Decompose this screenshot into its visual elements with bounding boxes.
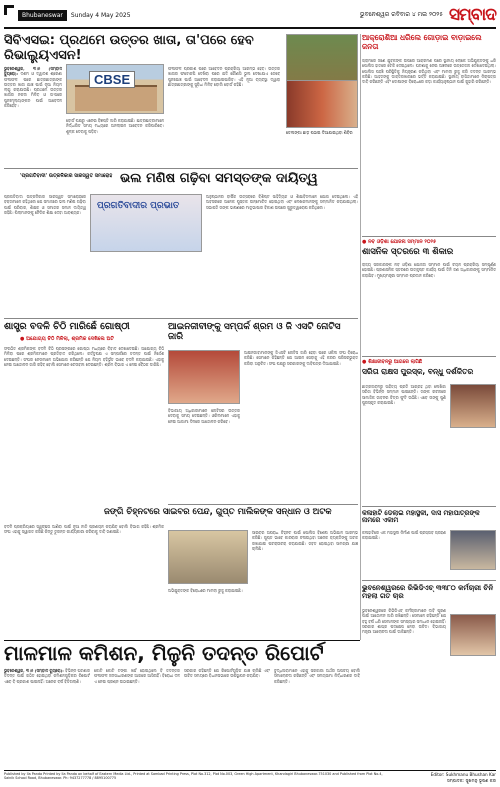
story11-headline: ମାଳମାଳ କମିଶନ, ମିଳୁନି ତଦନ୍ତ ରିପୋର୍ଟ <box>4 641 324 665</box>
story4-headline: ଶାସ୍ତ୍ର ବଦଳି ଚିଠି ମାରିଛେଁ ଗୋଷ୍ଠୀ <box>4 321 130 332</box>
story2-body: ଗ୍ରାମରେ ଜଣେ ଯୁବକଙ୍କ ଉପରେ ଆକ୍ରମଣ ପରେ ସ୍ଥାନୀୟ ଲୋକେ ଅଭିଯୁକ୍ତଙ୍କୁ ଧରି ପୋଲିସ ହାତରେ ଟେକି ଦେଇଥିଲେ। ଘଟଣାକୁ ନେଇ ଅଞ୍ଚଳରେ ଉତ୍ତେଜନା ଦେଖାଦେଇଥିଲା। ପୋଲିସ ପହଞ୍ଚି ପରିସ୍ଥିତିକୁ ନିୟନ୍ତ୍ରଣ କରିଥିଲା ଏବଂ ମାମଲା ରୁଜୁ କରି ତଦନ୍ତ ଆରମ୍ଭ କରିଛି। ଆହତଙ୍କୁ ଡାକ୍ତରଖାନାରେ ଭର୍ତ୍ତି କରାଯାଇଛି। ସ୍ଥାନୀୟ ବାସିନ୍ଦାମାନେ ନିରାପତ୍ତା ଦାବି କରିଛନ୍ତି ଏବଂ ଦୋଷୀଙ୍କ ବିରୋଧରେ କଡ଼ା କାର୍ଯ୍ୟାନୁଷ୍ଠାନ ପାଇଁ ଗୁହାରି କରିଛନ୍ତି। <box>362 58 496 85</box>
story3-headline: ଭଲ ମଣିଷ ଗଢ଼ିବା ସମସ୍ତଙ୍କ ଦାୟିତ୍ୱ <box>120 171 318 186</box>
divider <box>362 356 496 357</box>
editor-name: Editor: Sukhmanu Bhushan Kar <box>430 772 496 777</box>
story4-body-col2: ବଦଳି ପ୍ରକ୍ରିୟାରେ ସ୍ୱଚ୍ଛତା ଆଣିବା ପାଇଁ ନୂଆ ନୀତି ପ୍ରଣୟନ କରାଯିବ ବୋଲି ବିଭାଗ କହିଛି। ଶ୍ରମିକ ସଂଘ ଏହାକୁ ସ୍ୱାଗତ କରିଛି କିନ୍ତୁ ତୁରନ୍ତ କାର୍ଯ୍ୟକାରୀ କରିବାକୁ ଦାବି ଜଣାଇଛି। <box>4 524 164 535</box>
footer-editor <box>388 772 496 783</box>
footer-rule <box>4 770 496 771</box>
story2-headline: ଆକ୍ରୋଶିଆ ଧରିଲେ ଗୋଡ଼ାଇ ବାଡ଼ାଇଲେ ଜନତା <box>362 33 482 51</box>
edition-label: Bhubaneswar <box>18 10 67 21</box>
story3-body-col2: ଅନୁଷ୍ଠାନର ବାର୍ଷିକ ଉତ୍ସବରେ ବିଶିଷ୍ଟ ସାହିତ୍ୟିକ ଓ ଶିକ୍ଷାବିତମାନେ ଯୋଗ ଦେଇଥିଲେ। ଏହି ଅବସରରେ ଅନେକ ପୁସ୍ତକ ଉନ୍ମୋଚିତ ହୋଇଥିଲା ଏବଂ ଲେଖକମାନଙ୍କୁ ସମ୍ମାନିତ କରାଯାଇଥିଲା। ସଭାପତି ତାଙ୍କ ଭାଷଣରେ ମାତୃଭାଷାର ବିକାଶ ଉପରେ ଗୁରୁତ୍ୱାରୋପ କରିଥିଲେ। <box>206 194 358 210</box>
story11-body-col3: ସରକାର କହିଛନ୍ତି ଯେ ରିପୋର୍ଟଗୁଡ଼ିକ ଯାଞ୍ଚ ଚାଲିଛି ଏବଂ ଉଚିତ ସମୟରେ ବିଧାନସଭାରେ ଉପସ୍ଥାପନ କରାଯିବ। <box>184 668 270 679</box>
story7-headline: ଶାସନିକ ସ୍ତରରେ ୩ ଶିକାର <box>362 247 454 257</box>
story4-kicker: ● ଅଯୋଗ୍ୟ ଚିଠି ମିଳିଲା, ଶ୍ରମିକ ଦେଖିଲେ ଅଟି <box>20 336 114 342</box>
story9-headline: କଳାହାଟି ଡେଲାଇ ମହାସ୍ଥଳୀ, ଦାସ ମହାପାତ୍ରଙ୍କ ନାମରେ ଏକାମ <box>362 509 480 525</box>
story8-portrait <box>450 384 496 428</box>
story11-body-col4: ବୁଦ୍ଧିଜୀବୀମାନେ ଏହାକୁ ସରକାରୀ ଅର୍ଥର ଅପଚୟ ବୋଲି ସମାଲୋଚନା କରିଛନ୍ତି ଏବଂ ସମୟସୀମା ନିର୍ଦ୍ଧାରଣର ଦାବି କରିଛନ୍ତି। <box>274 668 360 684</box>
story1-body-col2: ବୋର୍ଡ ପକ୍ଷରୁ ଏନେଇ ବିଜ୍ଞପ୍ତି ଜାରି କରାଯାଇଛି। ଛାତ୍ରଛାତ୍ରୀମାନେ ନିର୍ଦ୍ଧାରିତ ସମୟ ମଧ୍ୟରେ ଅନଲାଇନ ଆବେଦନ କରିପାରିବେ। ଶୁଳ୍କ ଦେବାକୁ ପଡ଼ିବ। <box>66 118 164 134</box>
story3-banner: ପ୍ରଗତିବାଦୀର ପ୍ରଭାତ <box>97 201 180 211</box>
cbse-building-photo <box>66 64 164 114</box>
story10-headline: ଭୁବନେଶ୍ୱରରେ ରିଭିଡିଏଚ୍ ୩୩୮୦ କର୍ମଚାରୀ ଚିନି ମହଲା ଗତ ଚାର <box>362 584 494 601</box>
divider <box>168 504 358 505</box>
newspaper-logo: ସମ୍ବାଦ <box>449 5 496 25</box>
story3-kicker: 'ପ୍ରଗତିବାଦୀ' ଉତ୍କଳିକାର ସାରସ୍ୱତ ସମାରୋହ <box>20 173 113 179</box>
divider <box>362 506 496 507</box>
story5-headline: ଆଇନଜୀବୀଙ୍କୁ ସମ୍ପର୍କ ଶ୍ରମ ଓ ଜି ଏସଟି ନୋଟିସ ଜାରି <box>168 322 341 343</box>
publish-date-odia: ଭୁବନେଶ୍ୱର ରବିବାର ୪ ମଇ ୨୦୨୫ <box>359 11 444 18</box>
story6-body: ସାଇବର ଅପରାଧ ଚିହ୍ନଟ ପାଇଁ ପୋଲିସ ବିଶେଷ ଅଭିଯାନ ଆରମ୍ଭ କରିଛି। ଗୁପ୍ତ ଭାବେ କାରବାର ଚଳାଉଥିବା ଅନେକ ବ୍ୟକ୍ତିଙ୍କୁ ଅଟକ ରଖାଯାଇ ପଚରାଉଚରା କରାଯାଉଛି। ଜବତ ହୋଇଥିବା ସାମଗ୍ରୀ ଯାଞ୍ଚ ଚାଲିଛି। <box>252 530 358 551</box>
story9-body: କଳାହାଟିରେ ଏକ ମହାସ୍ଥଳୀ ନିର୍ମାଣ ପାଇଁ ପ୍ରସ୍ତାବ ଗ୍ରହଣ କରାଯାଇଛି। <box>362 530 446 541</box>
divider <box>362 236 496 237</box>
story1-headline: ସିବିଏସଇ: ପ୍ରଥମେ ଉତ୍ତର ଖାତା, ତା'ପରେ ହେବ ରିଭାଲ୍ୟୁଏସନ! <box>4 33 254 63</box>
story3-event-photo <box>90 194 202 252</box>
publish-date: Sunday 4 May 2025 <box>70 11 131 19</box>
story10-body: ଭୁବନେଶ୍ୱରରେ ରିଭିଡିଏଚ୍ କର୍ମଚାରୀମାନେ ଦାବି ପୂରଣ ପାଇଁ ଆନ୍ଦୋଳନ ଜାରି ରଖିଛନ୍ତି। ସେମାନେ କହିଛନ୍ତି ଯେ ବହୁ ବର୍ଷ ଧରି ସେମାନଙ୍କ ସମସ୍ୟାର ସମାଧାନ ହୋଇନାହିଁ। ସରକାର ଶୀଘ୍ର ପଦକ୍ଷେପ ନେବା ଉଚିତ। ବିଭାଗୀୟ ମନ୍ତ୍ରୀ ଆଲୋଚନା ପାଇଁ ଡାକିଛନ୍ତି। <box>362 608 446 635</box>
story5-body-col2: ବିଭାଗୀୟ ଅଧିକାରୀମାନେ ନୋଟିସର ଉତ୍ତର ଦେବାକୁ ସମୟ ଦେଇଛନ୍ତି। ଓକିଲମାନେ ଏହାକୁ ନେଇ ଆଗାମୀ ଦିନରେ ଆନ୍ଦୋଳନ କରିବେ। <box>168 408 240 424</box>
story6-photo <box>168 530 248 584</box>
story1-body-col3: ଫଳାଫଳ ପ୍ରକାଶ ପରେ ଆବେଦନ ପ୍ରକ୍ରିୟା ଆରମ୍ଭ ହେବ। ଉତ୍ତର ଖାତାର ଫଟୋକପି ଦେଖିବା ପରେ ଯଦି କୌଣସି ଭୁଲ ଦେଖାଯାଏ ତେବେ ପୁନଃଯାଞ୍ଚ ପାଇଁ ଆବେଦନ କରାଯାଇପାରିବ। ଏହି ନୂଆ ବ୍ୟବସ୍ଥା ଦ୍ୱାରା ଛାତ୍ରଛାତ୍ରୀଙ୍କୁ ସୁବିଧା ମିଳିବ ବୋଲି ବୋର୍ଡ କହିଛି। <box>168 66 280 87</box>
corner-mark <box>4 5 14 15</box>
story6-body-col2: ଅଭିଯୁକ୍ତଙ୍କ ବିରୋଧରେ ମାମଲା ରୁଜୁ କରାଯାଇଛି। <box>168 588 243 593</box>
cbse-sign: CBSE <box>89 71 135 88</box>
editor-name-odia: ସମ୍ପାଦକ: ସୁଖମନୁ ଭୂଷଣ କର <box>446 777 496 783</box>
story4-body: ସଂଗଠିତ ଶ୍ରମିକଙ୍କ ବଦଳି ଚିଠି ପ୍ରସଙ୍ଗରେ ଗୋଷ୍ଠୀ ମଧ୍ୟରେ ବିବାଦ ଦେଖାଦେଇଛି। ଅଯୋଗ୍ୟ ଚିଠି ମିଳିବା ପରେ ଶ୍ରମିକମାନେ ପ୍ରତିବାଦ କରିଥିଲେ। କର୍ତ୍ତୃପକ୍ଷ ଏ ସମ୍ପର୍କରେ ତଦନ୍ତ ପାଇଁ ନିର୍ଦ୍ଦେଶ ଦେଇଛନ୍ତି। ସଂଘର ନେତାମାନେ ଅଭିଯୋଗ କରିଛନ୍ତି ଯେ ନିୟମ ବହିର୍ଭୂତ ଭାବେ ବଦଳି କରାଯାଉଛି। ଏହାକୁ ନେଇ ଆନ୍ଦୋଳନ ଜାରି ରହିବ ବୋଲି ସେମାନେ ଚେତାବନୀ ଦେଇଛନ୍ତି। ଶ୍ରମ ବିଭାଗ ଏ ନେଇ ବୈଠକ ଡାକିଛି। <box>4 346 164 367</box>
story1-body-col1: ଭୁବନେଶ୍ୱର, ୩।୫ (ସମ୍ବାଦ ବ୍ୟୁରୋ): ଦଶମ ଓ ଦ୍ୱାଦଶ ଶ୍ରେଣୀ ଫଳାଫଳ ପରେ ଛାତ୍ରଛାତ୍ରୀଙ୍କ ଉତ୍ତର ଖାତା ଯାଞ୍ଚ ପାଇଁ ନୂଆ ନିୟମ ଲାଗୁ କରାଯାଉଛି। ପ୍ରଥମେ ଉତ୍ତର ଖାତାର ନକଲ ମିଳିବ ଓ ତା'ପରେ ପୁନଃମୂଲ୍ୟାଙ୍କନ ପାଇଁ ଆବେଦନ କରିହେବ। <box>4 66 62 109</box>
column-rule <box>360 34 361 640</box>
story5-photo <box>168 350 240 404</box>
masthead <box>4 3 496 29</box>
story11-body-col2: କୋଟି କୋଟି ଟଙ୍କା ଖର୍ଚ୍ଚ ହୋଇଥିଲେ ବି ତଦନ୍ତର ଫଳାଫଳ ଜନସାଧାରଣଙ୍କ ଆଗରେ ଆସିନାହିଁ। ବିରୋଧୀ ଦଳ ଏ ନେଇ ପ୍ରଶ୍ନ ଉଠାଇଛନ୍ତି। <box>94 668 180 684</box>
story5-body: ଆଇନଜୀବୀମାନଙ୍କୁ ଜିଏସଟି ନୋଟିସ ଜାରି ହେବା ପରେ ଓକିଲ ସଂଘ ବିରୋଧ କରିଛି। ସେମାନେ କହିଛନ୍ତି ଯେ ଆଇନ ସେବାକୁ ଏହି କରର ପରିସରଭୁକ୍ତ କରିବା ଅନୁଚିତ। ସଂଘ ପକ୍ଷରୁ ସରକାରଙ୍କୁ ଦାବିପତ୍ର ଦିଆଯାଇଛି। <box>244 350 358 366</box>
divider <box>362 580 496 581</box>
story6-headline: ଜଙ୍ଗି ଚିହ୍ନଟରେ ସାଇବର ପେନ୍ଦ, ଗୁପ୍ତ ମାଲିକଙ୍କ ସନ୍ଧାନ ଓ ଅଟକ <box>104 507 332 517</box>
story9-portrait <box>450 530 496 570</box>
story2-photo-crowd <box>286 80 358 128</box>
footer-imprint: Published by Ila Panda Printed by Ila Panda on behalf of Eastern Media Ltd., Printed at Sambad Printing Press, Plot No.312, Plot No.003, Green High Apartment, Khandagiri Bhubaneswar-751030 and Published from Plot No.4, Sainik School Road, Bhubaneswar. Ph: 9437277778 / 8895100775 <box>4 772 383 781</box>
story7-body: ରାଜ୍ୟ ସରକାରଙ୍କ ନବ ଓଡ଼ିଶା ଯୋଜନା ସମ୍ମାନ ପାଇଁ ଚୟନ ପ୍ରକ୍ରିୟା ସମ୍ପୂର୍ଣ୍ଣ ହୋଇଛି। ପ୍ରଶାସନିକ ସ୍ତରରେ ଉତ୍କୃଷ୍ଟ କାର୍ଯ୍ୟ ପାଇଁ ତିନି ଜଣ ଅଧିକାରୀଙ୍କୁ ସମ୍ମାନିତ କରାଯିବ। ମୁଖ୍ୟମନ୍ତ୍ରୀ ସମ୍ମାନ ପ୍ରଦାନ କରିବେ। <box>362 262 496 278</box>
story8-body: ଛାତ୍ରଜୀବନରୁ ସାହିତ୍ୟ ପ୍ରତି ଆଗ୍ରହ ଥିବା ଲେଖିକା ସରିତା ବିଭିନ୍ନ ସମ୍ମାନ ପାଇଛନ୍ତି। ତାଙ୍କ ରଚନାରେ ସାମାଜିକ ଜୀବନର ଚିତ୍ର ଫୁଟି ଉଠିଛି। ଏବେ ତାଙ୍କୁ ପୁଣି ପୁରସ୍କୃତ କରାଯାଇଛି। <box>362 384 446 405</box>
divider <box>4 318 358 319</box>
story11-body-col1: ଭୁବନେଶ୍ୱର, ୩।୫ (ସମ୍ବାଦ ବ୍ୟୁରୋ): ବିଭିନ୍ନ ଘଟଣାର ତଦନ୍ତ ପାଇଁ ଗଠିତ ହୋଇଥିବା କମିଶନଗୁଡ଼ିକର ରିପୋର୍ଟ ଏବେ ବି ପ୍ରକାଶ ପାଇନାହିଁ। ଅନେକ ବର୍ଷ ବିତିଗଲାଣି। <box>4 668 90 684</box>
divider <box>4 168 358 169</box>
story2-caption: ତେଲଙ୍ଗା ଛାଡ଼ ପଠାଇ ଦିଆଯାଇଥିବା ଶିବିର <box>286 130 353 135</box>
story3-body-col1: ପ୍ରଗତିବାଦୀ ଉତ୍କଳିକାର ସାରସ୍ୱତ ସମାରୋହରେ ବକ୍ତାମାନେ କହିଥିଲେ ଯେ ସମାଜରେ ଭଲ ମଣିଷ ଗଢ଼ିବା ପାଇଁ ପରିବାର, ଶିକ୍ଷକ ଓ ସମାଜର ସମାନ ଦାୟିତ୍ୱ ରହିଛି। ପିଲାମାନଙ୍କୁ ନୈତିକ ଶିକ୍ଷା ଦେବା ଆବଶ୍ୟକ। <box>4 194 86 215</box>
story10-portrait <box>450 614 496 656</box>
story8-headline: ସରିତା ରାକ୍ଷସ ପୁରସ୍କ, ବନ୍ଧୁ ଦର୍ଶକିତର <box>362 367 474 376</box>
story8-kicker: ● ଶିକ୍ଷାଜୀବନରୁ ଆଗରେ ଲାଗିଛି <box>362 359 423 365</box>
story7-kicker: ● ନବ ଓଡ଼ିଶା ଯୋଜନା ସମ୍ମାନ ୨୦୨୫ <box>362 239 437 245</box>
